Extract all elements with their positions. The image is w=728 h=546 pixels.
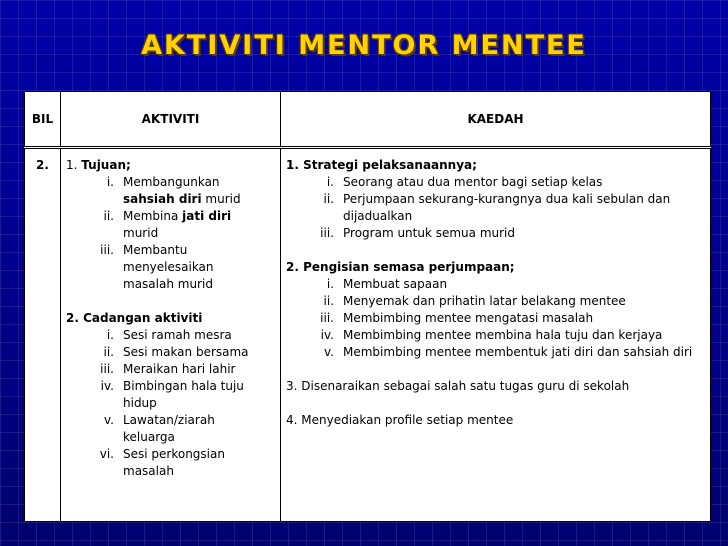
list-item-text: Sesi perkongsian masalah (123, 447, 225, 478)
kaedah-section-3: 3. Disenaraikan sebagai salah satu tugas guru di sekolah (286, 379, 630, 393)
aktiviti-section-1-heading (66, 157, 276, 174)
list-item-text: Perjumpaan sekurang-kurangnya dua kali sebulan dan dijadualkan (343, 192, 671, 223)
list-item-number: ii. (323, 294, 334, 308)
header-aktiviti: AKTIVITI (61, 92, 281, 148)
list-item (66, 327, 276, 344)
list-item (286, 191, 706, 225)
kaedah-section-4: 4. Menyediakan profile setiap mentee (286, 413, 514, 427)
header-bil: BIL (25, 92, 61, 148)
list-item (286, 327, 706, 344)
list-item-text-part: murid (123, 226, 159, 240)
list-item (286, 310, 706, 327)
list-item-number: iv. (320, 328, 334, 342)
list-item (286, 293, 706, 310)
list-item-text-part: Membangunkan (123, 175, 220, 189)
list-item-text (123, 208, 258, 242)
list-item-text-bold: sahsiah diri (123, 192, 202, 206)
list-item-text (123, 242, 258, 293)
list-item-number: iii. (320, 311, 334, 325)
table-header-row (25, 92, 711, 148)
list-item-text: Lawatan/ziarah keluarga (123, 413, 215, 444)
list-item-text: Sesi makan bersama (123, 345, 249, 359)
list-item-text-part: Membina (123, 209, 183, 223)
cell-aktiviti (61, 148, 281, 522)
aktiviti-section-1-label: Tujuan; (81, 158, 131, 172)
list-item-number: vi. (99, 447, 114, 461)
list-item-number: i. (106, 328, 114, 342)
kaedah-section-2-heading (286, 259, 706, 276)
aktiviti-section-1-number: 1. (66, 158, 78, 172)
list-item-text: Sesi ramah mesra (123, 328, 232, 342)
list-item-text-part: Membantu menyelesaikan masalah murid (123, 243, 214, 291)
cell-kaedah (281, 148, 711, 522)
aktiviti-section-2-label: 2. Cadangan aktiviti (66, 311, 203, 325)
kaedah-section-1-heading (286, 157, 706, 174)
list-item (66, 208, 276, 242)
list-item-text: Program untuk semua murid (343, 226, 516, 240)
list-item-text-bold: jati diri (182, 209, 232, 223)
list-item-text: Membuat sapaan (343, 277, 448, 291)
header-kaedah: KAEDAH (281, 92, 711, 148)
list-item-number: v. (104, 413, 114, 427)
list-item-number: i. (326, 277, 334, 291)
activity-table (24, 91, 711, 522)
list-item-text: Membimbing mentee membina hala tuju dan kerjaya (343, 328, 663, 342)
list-item-text: Seorang atau dua mentor bagi setiap kelas (343, 175, 603, 189)
table-row (25, 148, 711, 522)
list-item-number: iii. (100, 243, 114, 257)
kaedah-section-1-label: 1. Strategi pelaksanaannya; (286, 158, 477, 172)
list-item (66, 446, 276, 480)
list-item-number: v. (324, 345, 334, 359)
list-item-text: Membimbing mentee mengatasi masalah (343, 311, 594, 325)
list-item-text-part: murid (201, 192, 241, 206)
list-item-text: Bimbingan hala tuju hidup (123, 379, 244, 410)
list-item-number: ii. (323, 192, 334, 206)
list-item (66, 242, 276, 293)
list-item (66, 344, 276, 361)
list-item-text: Menyemak dan prihatin latar belakang mentee (343, 294, 626, 308)
list-item (66, 361, 276, 378)
list-item (66, 412, 276, 446)
list-item (286, 344, 706, 361)
list-item-number: iii. (320, 226, 334, 240)
list-item-number: i. (106, 175, 114, 189)
list-item (286, 225, 706, 242)
kaedah-section-2-label: 2. Pengisian semasa perjumpaan; (286, 260, 515, 274)
list-item (66, 378, 276, 412)
list-item-number: ii. (103, 345, 114, 359)
list-item-number: iv. (100, 379, 114, 393)
list-item-number: iii. (100, 362, 114, 376)
list-item (66, 174, 276, 208)
list-item-text (123, 174, 258, 208)
aktiviti-section-2-heading (66, 310, 276, 327)
list-item-text: Membimbing mentee membentuk jati diri dan sahsiah diri (343, 345, 693, 359)
slide-title: AKTIVITI MENTOR MENTEE (141, 30, 587, 61)
list-item (286, 174, 706, 191)
list-item (286, 276, 706, 293)
list-item-text: Meraikan hari lahir (123, 362, 236, 376)
list-item-number: ii. (103, 209, 114, 223)
list-item-number: i. (326, 175, 334, 189)
cell-bil: 2. (25, 148, 61, 522)
